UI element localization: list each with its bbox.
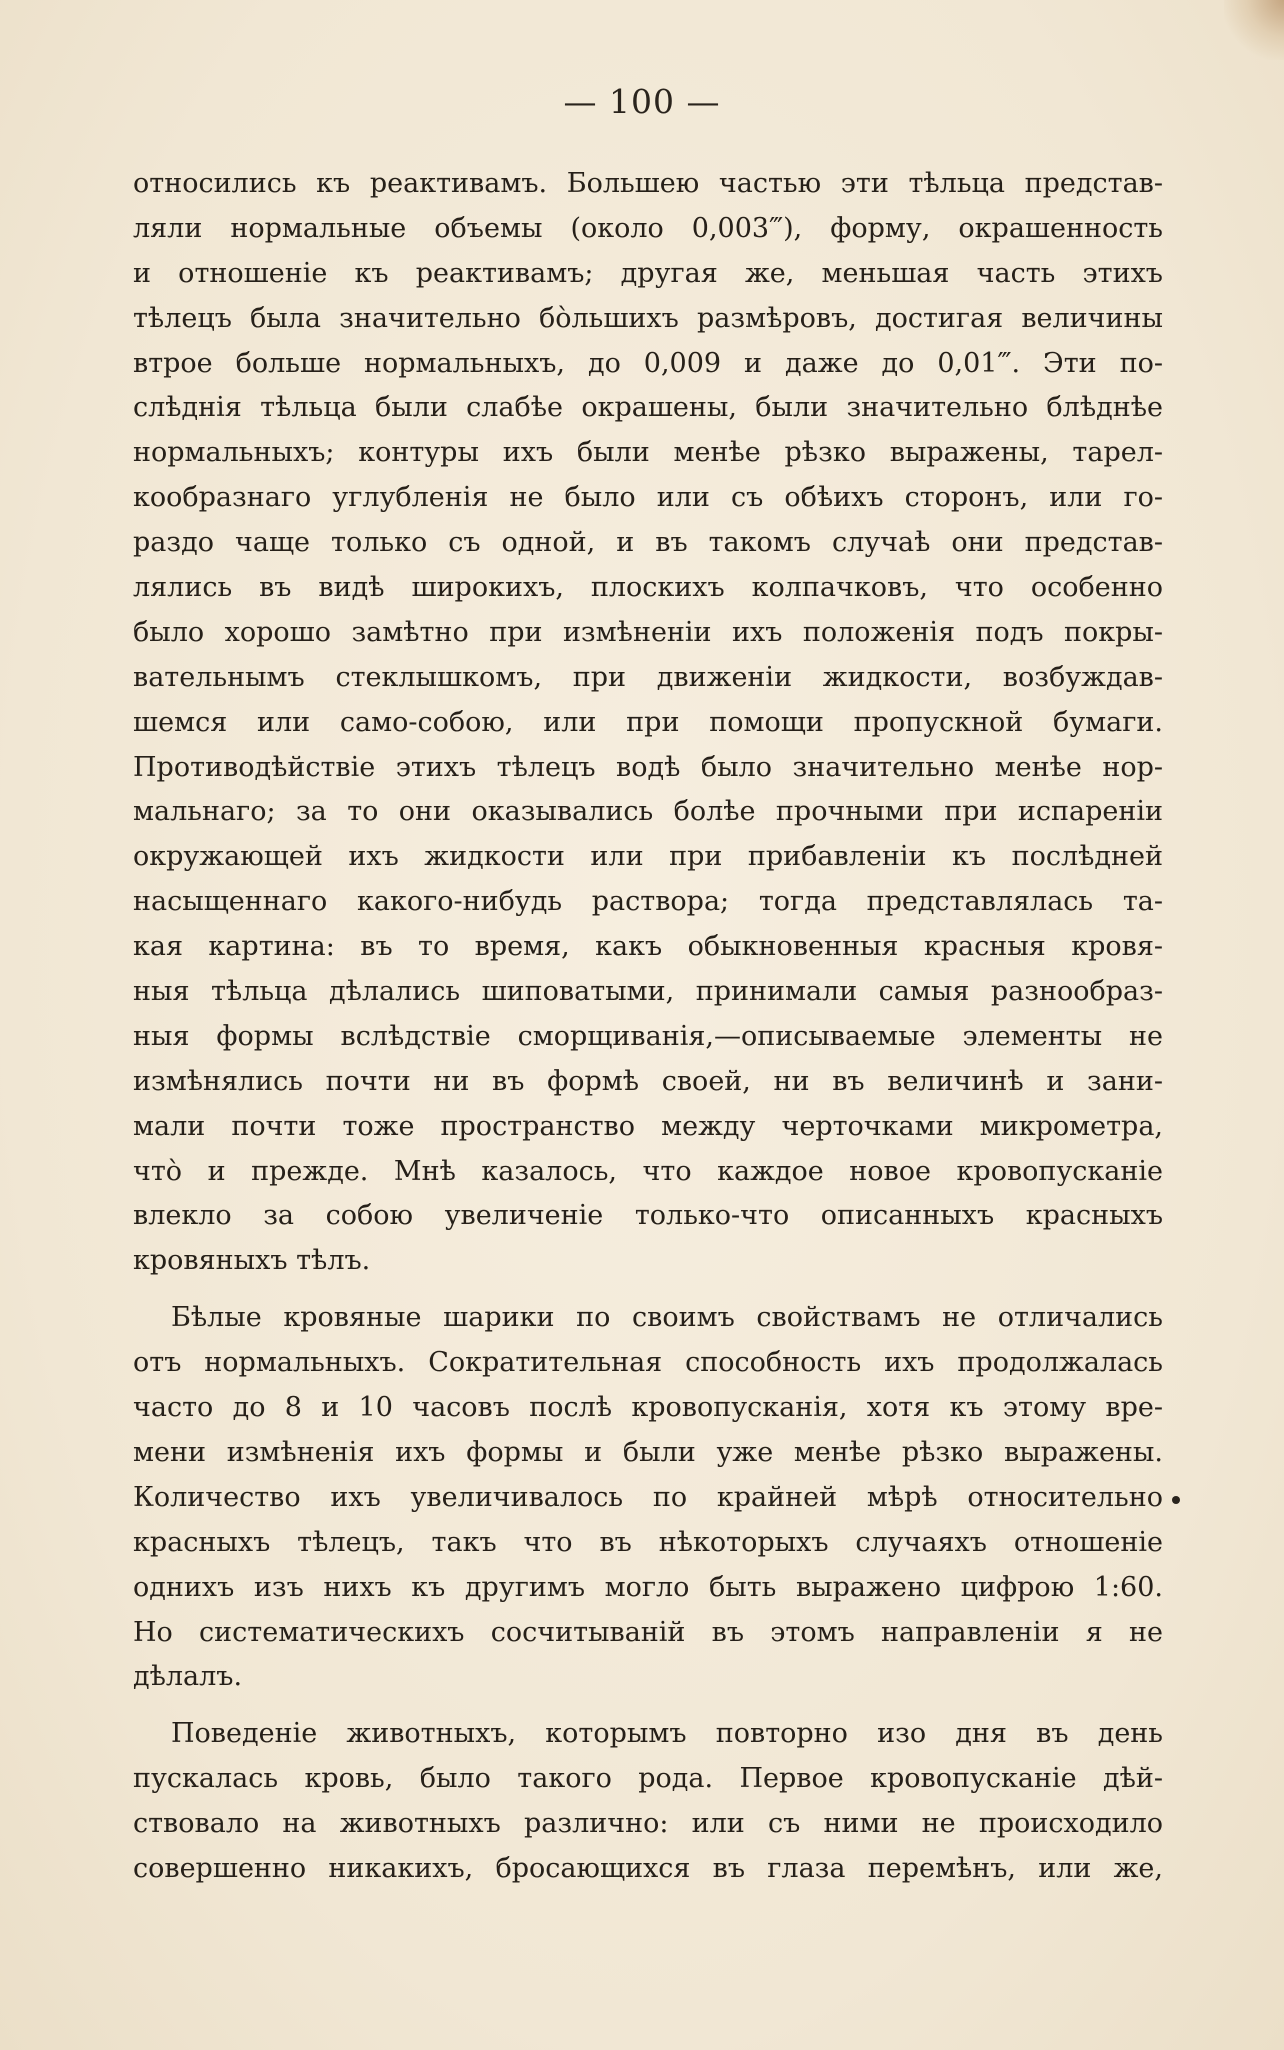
text-line: нормальныхъ; контуры ихъ были менѣе рѣзко выражены, тарел- xyxy=(133,437,1163,469)
text-line: шемся или само-собою, или при помощи пропускной бумаги. xyxy=(133,706,1163,738)
paragraph-gap xyxy=(133,1700,1163,1712)
text-line: мали почти тоже пространство между черточками микрометра, xyxy=(133,1110,1163,1142)
text-line: раздо чаще только съ одной, и въ такомъ случаѣ они представ- xyxy=(133,527,1163,559)
margin-ink-dot xyxy=(1172,1496,1180,1504)
paragraph-gap xyxy=(133,1284,1163,1296)
text-line: тѣлецъ была значительно бо̀льшихъ размѣровъ, достигая величины xyxy=(133,302,1163,334)
text-line: Количество ихъ увеличивалось по крайней мѣрѣ относительно xyxy=(133,1481,1163,1513)
text-line: дѣлалъ. xyxy=(133,1661,243,1693)
text-line: лялись въ видѣ широкихъ, плоскихъ колпачковъ, что особенно xyxy=(133,572,1163,604)
text-line: вательнымъ стеклышкомъ, при движеніи жидкости, возбуждав- xyxy=(133,661,1163,693)
text-line: насыщеннаго какого-нибудь раствора; тогда представлялась та- xyxy=(133,886,1163,918)
corner-stain xyxy=(1224,0,1284,60)
text-line: было хорошо замѣтно при измѣненіи ихъ положенія подъ покры- xyxy=(133,616,1163,648)
text-line: однихъ изъ нихъ къ другимъ могло быть выражено цифрою 1:60. xyxy=(133,1571,1163,1603)
text-line: кообразнаго углубленія не было или съ обѣихъ сторонъ, или го- xyxy=(133,482,1163,514)
text-line: втрое больше нормальныхъ, до 0,009 и даже до 0,01‴. Эти по- xyxy=(133,347,1163,379)
text-line: красныхъ тѣлецъ, такъ что въ нѣкоторыхъ случаяхъ отношеніе xyxy=(133,1526,1163,1558)
text-line: кая картина: въ то время, какъ обыкновенныя красныя кровя- xyxy=(133,931,1163,963)
page-number: — 100 — xyxy=(563,82,721,121)
text-line: окружающей ихъ жидкости или при прибавленіи къ послѣдней xyxy=(133,841,1163,873)
paragraph-3 xyxy=(133,1712,1163,1892)
text-line: Противодѣйствіе этихъ тѣлецъ водѣ было значительно менѣе нор- xyxy=(133,751,1163,783)
text-line: кровяныхъ тѣлъ. xyxy=(133,1245,371,1277)
text-line: совершенно никакихъ, бросающихся въ глаза перемѣнъ, или же, xyxy=(133,1852,1163,1884)
text-line: пускалась кровь, было такого рода. Первое кровопусканіе дѣй- xyxy=(133,1763,1163,1795)
text-line: мени измѣненія ихъ формы и были уже менѣе рѣзко выражены. xyxy=(133,1436,1163,1468)
text-line: Бѣлые кровяные шарики по своимъ свойствамъ не отличались xyxy=(171,1302,1163,1334)
text-line: слѣднія тѣльца были слабѣе окрашены, были значительно блѣднѣе xyxy=(133,392,1163,424)
text-line: измѣнялись почти ни въ формѣ своей, ни въ величинѣ и зани- xyxy=(133,1065,1163,1097)
text-line: часто до 8 и 10 часовъ послѣ кровопусканія, хотя къ этому вре- xyxy=(133,1392,1163,1424)
text-line: ляли нормальные объемы (около 0,003‴), форму, окрашенность xyxy=(133,212,1163,244)
text-line: Но систематическихъ сосчитываній въ этомъ направленіи я не xyxy=(133,1616,1163,1648)
paragraph-1 xyxy=(133,162,1163,1284)
text-line: ныя тѣльца дѣлались шиповатыми, принимали самыя разнообраз- xyxy=(133,976,1163,1008)
text-line: отъ нормальныхъ. Сократительная способность ихъ продолжалась xyxy=(133,1347,1163,1379)
text-line: влекло за собою увеличеніе только-что описанныхъ красныхъ xyxy=(133,1200,1163,1232)
paragraph-2 xyxy=(133,1296,1163,1700)
text-line: мальнаго; за то они оказывались болѣе прочными при испареніи xyxy=(133,796,1163,828)
text-line: Поведеніе животныхъ, которымъ повторно изо дня въ день xyxy=(171,1718,1163,1750)
text-line: что̀ и прежде. Мнѣ казалось, что каждое новое кровопусканіе xyxy=(133,1155,1163,1187)
text-line: относились къ реактивамъ. Большею частью эти тѣльца представ- xyxy=(133,168,1163,199)
text-line: и отношеніе къ реактивамъ; другая же, меньшая часть этихъ xyxy=(133,257,1163,289)
text-line: ныя формы вслѣдствіе сморщиванія,—описываемые элементы не xyxy=(133,1020,1163,1052)
text-line: ствовало на животныхъ различно: или съ ними не происходило xyxy=(133,1808,1163,1840)
body-text xyxy=(133,162,1163,1892)
